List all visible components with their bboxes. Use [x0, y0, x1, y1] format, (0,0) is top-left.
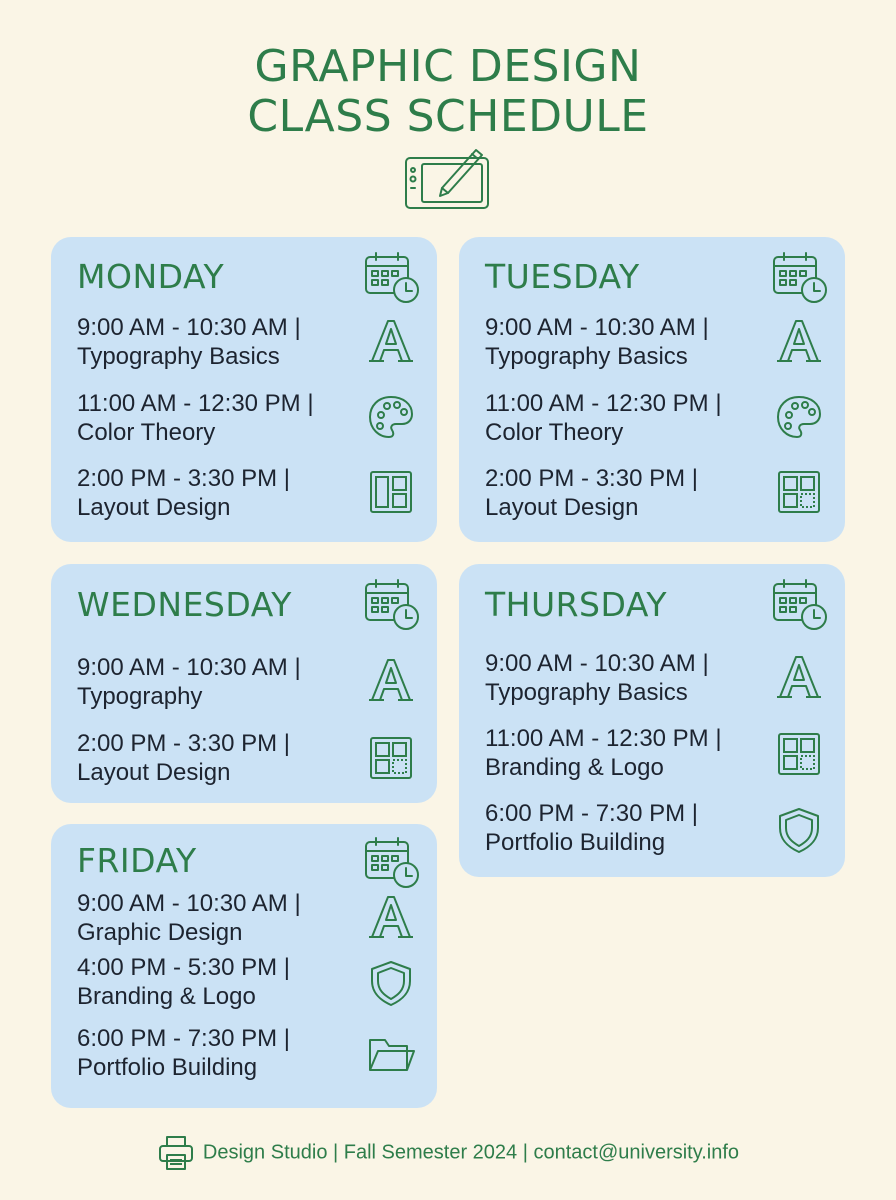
class-course: Graphic Design [77, 919, 243, 946]
typography-icon [775, 317, 823, 365]
class-course: Branding & Logo [77, 983, 256, 1010]
day-card-wednesday [51, 564, 437, 803]
class-course: Layout Design [485, 494, 639, 521]
shield-icon [367, 959, 415, 1007]
class-time: 11:00 AM - 12:30 PM | [485, 725, 722, 752]
class-entry [485, 313, 805, 371]
page-title [0, 42, 896, 142]
class-entry [77, 313, 397, 371]
class-time: 11:00 AM - 12:30 PM | [485, 390, 722, 417]
class-course: Layout Design [77, 759, 231, 786]
palette-icon [775, 393, 823, 441]
class-course: Branding & Logo [485, 754, 664, 781]
class-time: 2:00 PM - 3:30 PM | [485, 465, 698, 492]
class-entry [77, 953, 397, 1011]
calendar-clock-icon [363, 251, 421, 305]
day-card-tuesday [459, 237, 845, 542]
class-entry [485, 464, 805, 522]
palette-icon [367, 393, 415, 441]
class-course: Portfolio Building [77, 1054, 258, 1081]
calendar-clock-icon [363, 578, 421, 632]
day-card-monday [51, 237, 437, 542]
day-title: THURSDAY [485, 585, 668, 624]
day-card-thursday [459, 564, 845, 877]
class-course: Typography Basics [485, 343, 688, 370]
day-title: WEDNESDAY [77, 585, 292, 624]
day-title: TUESDAY [485, 257, 640, 296]
class-time: 9:00 AM - 10:30 AM | [77, 890, 301, 917]
footer-text: Design Studio | Fall Semester 2024 | contact@university.info [202, 1141, 740, 1164]
day-title: MONDAY [77, 257, 225, 296]
grid-layout-icon [775, 468, 823, 516]
class-time: 11:00 AM - 12:30 PM | [77, 390, 314, 417]
class-time: 9:00 AM - 10:30 AM | [485, 314, 709, 341]
class-time: 9:00 AM - 10:30 AM | [77, 654, 301, 681]
footer [0, 1132, 896, 1173]
typography-icon [367, 656, 415, 704]
typography-icon [367, 317, 415, 365]
day-card-friday [51, 824, 437, 1108]
class-entry [77, 464, 397, 522]
class-course: Typography Basics [485, 679, 688, 706]
class-course: Typography [77, 683, 203, 710]
folder-icon [367, 1030, 415, 1078]
typography-icon [367, 893, 415, 941]
class-course: Layout Design [77, 494, 231, 521]
printer-icon [157, 1134, 195, 1172]
class-entry [77, 1024, 397, 1082]
class-time: 2:00 PM - 3:30 PM | [77, 465, 290, 492]
class-course: Color Theory [485, 419, 624, 446]
typography-icon [775, 653, 823, 701]
layout-icon [367, 468, 415, 516]
calendar-clock-icon [363, 836, 421, 890]
class-course: Typography Basics [77, 343, 280, 370]
class-time: 6:00 PM - 7:30 PM | [77, 1025, 290, 1052]
class-time: 6:00 PM - 7:30 PM | [485, 800, 698, 827]
class-entry [485, 649, 805, 707]
drawing-tablet-icon [404, 142, 492, 212]
class-entry [485, 799, 805, 857]
class-time: 2:00 PM - 3:30 PM | [77, 730, 290, 757]
day-title: FRIDAY [77, 841, 197, 880]
class-time: 9:00 AM - 10:30 AM | [485, 650, 709, 677]
class-course: Portfolio Building [485, 829, 666, 856]
class-entry [77, 653, 397, 711]
class-time: 4:00 PM - 5:30 PM | [77, 954, 290, 981]
class-course: Color Theory [77, 419, 216, 446]
class-entry [77, 889, 397, 947]
grid-layout-icon [367, 734, 415, 782]
calendar-clock-icon [771, 251, 829, 305]
shield-icon [775, 806, 823, 854]
class-entry [77, 389, 397, 447]
class-entry [485, 389, 805, 447]
title-line-2: CLASS SCHEDULE [247, 91, 649, 142]
title-line-1: GRAPHIC DESIGN [254, 41, 642, 92]
grid-layout-icon [775, 730, 823, 778]
calendar-clock-icon [771, 578, 829, 632]
class-entry [485, 724, 805, 782]
class-entry [77, 729, 397, 787]
class-time: 9:00 AM - 10:30 AM | [77, 314, 301, 341]
